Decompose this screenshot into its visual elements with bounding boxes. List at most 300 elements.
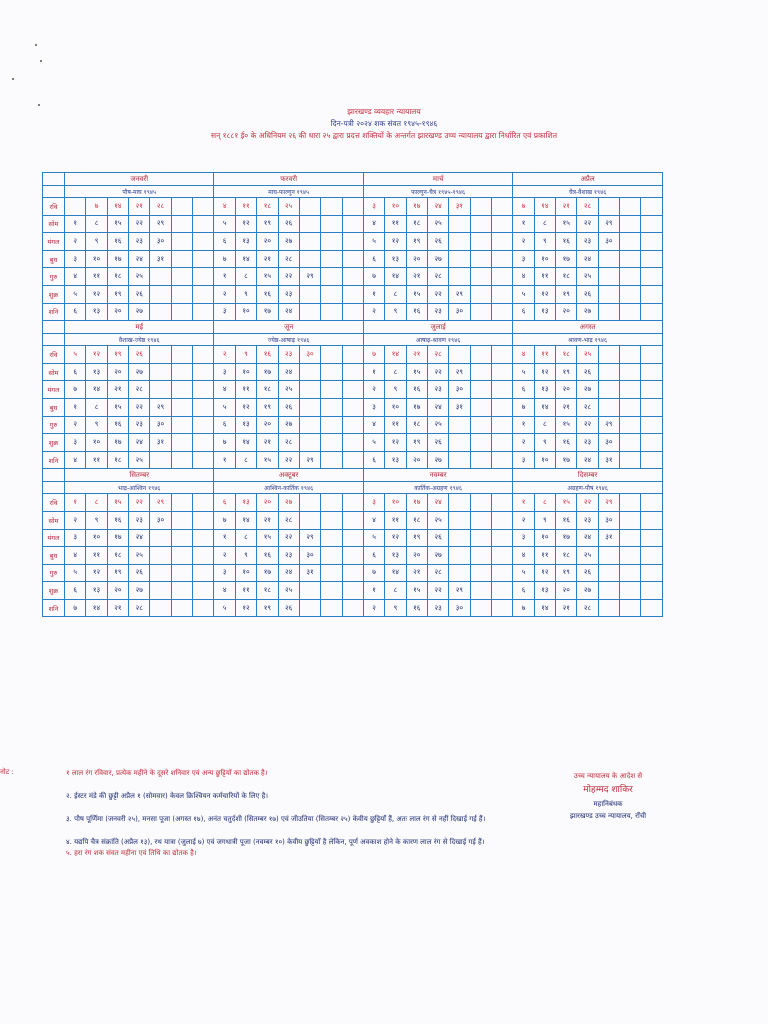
date-cell: [598, 250, 619, 268]
date-cell: [299, 434, 320, 452]
date-cell: २८: [150, 198, 171, 216]
date-cell: [171, 599, 192, 617]
date-cell: २६: [427, 233, 448, 251]
date-cell: [491, 416, 512, 434]
date-cell: [171, 398, 192, 416]
date-cell: [470, 582, 491, 600]
date-cell: १८: [556, 547, 577, 565]
date-cell: ४: [363, 511, 384, 529]
date-cell: २९: [150, 398, 171, 416]
date-cell: २९: [598, 215, 619, 233]
date-cell: २६: [129, 564, 150, 582]
date-cell: ३: [363, 398, 384, 416]
date-cell: [641, 363, 662, 381]
date-cell: [342, 494, 363, 512]
date-cell: [150, 564, 171, 582]
date-cell: [620, 416, 641, 434]
date-cell: [299, 398, 320, 416]
date-cell: १५: [556, 215, 577, 233]
date-cell: [171, 416, 192, 434]
date-cell: [620, 268, 641, 286]
date-cell: १४: [235, 250, 256, 268]
day-label: शुक्र: [43, 434, 65, 452]
date-cell: २२: [278, 451, 299, 469]
date-cell: [342, 268, 363, 286]
day-label: शुक्र: [43, 582, 65, 600]
date-cell: [171, 303, 192, 321]
date-cell: २८: [278, 434, 299, 452]
date-cell: [299, 215, 320, 233]
date-cell: २०: [406, 451, 427, 469]
date-cell: [620, 363, 641, 381]
date-cell: [299, 303, 320, 321]
date-cell: २७: [278, 416, 299, 434]
date-cell: ७: [214, 434, 235, 452]
date-cell: ५: [513, 363, 534, 381]
calendar-header: [0, 106, 768, 142]
date-cell: [449, 529, 470, 547]
date-cell: १५: [257, 529, 278, 547]
date-cell: १५: [257, 268, 278, 286]
date-cell: [65, 198, 86, 216]
date-cell: [321, 398, 342, 416]
date-cell: ७: [65, 599, 86, 617]
date-cell: ६: [363, 547, 384, 565]
date-cell: २२: [129, 398, 150, 416]
date-cell: १६: [257, 346, 278, 364]
date-cell: २१: [257, 250, 278, 268]
date-cell: [342, 582, 363, 600]
date-cell: १७: [107, 434, 128, 452]
date-cell: १६: [556, 233, 577, 251]
corner-cell: [43, 469, 65, 482]
date-cell: [620, 198, 641, 216]
date-cell: ४: [513, 346, 534, 364]
date-cell: ३१: [449, 398, 470, 416]
date-cell: ११: [235, 381, 256, 399]
date-cell: २२: [577, 494, 598, 512]
date-cell: [449, 268, 470, 286]
date-cell: १३: [86, 363, 107, 381]
date-cell: २९: [449, 582, 470, 600]
date-cell: ८: [86, 398, 107, 416]
date-cell: [491, 303, 512, 321]
date-cell: [470, 511, 491, 529]
date-cell: २७: [577, 303, 598, 321]
date-cell: २५: [278, 198, 299, 216]
date-cell: [491, 398, 512, 416]
date-cell: [342, 416, 363, 434]
date-cell: [449, 494, 470, 512]
date-cell: [321, 303, 342, 321]
date-cell: २४: [129, 529, 150, 547]
date-cell: [620, 303, 641, 321]
calendar-table: [42, 172, 663, 617]
date-cell: २०: [257, 494, 278, 512]
date-cell: १९: [556, 564, 577, 582]
date-cell: १८: [107, 268, 128, 286]
date-cell: १५: [406, 285, 427, 303]
date-cell: ४: [513, 547, 534, 565]
date-cell: १: [65, 494, 86, 512]
date-cell: [641, 529, 662, 547]
date-cell: [193, 547, 214, 565]
date-cell: २९: [449, 285, 470, 303]
date-cell: [193, 416, 214, 434]
date-cell: [470, 250, 491, 268]
date-cell: ६: [214, 233, 235, 251]
date-cell: २०: [107, 363, 128, 381]
date-cell: २२: [278, 268, 299, 286]
month-name: सितम्बर: [65, 469, 214, 482]
date-cell: १२: [86, 285, 107, 303]
date-cell: १०: [385, 198, 406, 216]
date-cell: [470, 215, 491, 233]
date-cell: २३: [427, 303, 448, 321]
date-cell: ८: [385, 582, 406, 600]
date-cell: ३: [513, 529, 534, 547]
speck: [40, 60, 42, 62]
date-cell: २३: [129, 511, 150, 529]
date-cell: [641, 285, 662, 303]
date-cell: २२: [577, 416, 598, 434]
date-cell: [620, 564, 641, 582]
date-cell: १: [363, 363, 384, 381]
date-cell: १३: [86, 303, 107, 321]
header-court-name: झारखण्ड व्यवहार न्यायालय: [347, 107, 421, 116]
date-cell: १३: [235, 416, 256, 434]
date-cell: ११: [534, 547, 555, 565]
date-cell: १५: [406, 363, 427, 381]
date-cell: २७: [427, 250, 448, 268]
month-name: मई: [65, 321, 214, 334]
date-cell: ६: [513, 381, 534, 399]
date-cell: ११: [86, 451, 107, 469]
date-cell: २: [363, 599, 384, 617]
date-cell: ९: [86, 511, 107, 529]
date-cell: [299, 285, 320, 303]
date-cell: [470, 398, 491, 416]
date-cell: [470, 494, 491, 512]
date-cell: २४: [427, 398, 448, 416]
date-cell: १९: [556, 285, 577, 303]
date-cell: १९: [257, 215, 278, 233]
date-cell: २२: [129, 494, 150, 512]
date-cell: ४: [513, 268, 534, 286]
day-label: शनि: [43, 303, 65, 321]
date-cell: [449, 233, 470, 251]
date-cell: १४: [235, 511, 256, 529]
date-cell: १: [214, 268, 235, 286]
saka-month-name: आश्विन-कार्तिक १९४६: [214, 482, 363, 494]
date-cell: [598, 381, 619, 399]
date-cell: १३: [235, 233, 256, 251]
date-cell: २१: [556, 198, 577, 216]
date-cell: ७: [214, 511, 235, 529]
date-cell: ९: [235, 346, 256, 364]
date-cell: [641, 511, 662, 529]
notes-label: नोट :: [0, 768, 14, 776]
date-cell: ३: [65, 250, 86, 268]
date-cell: १४: [534, 599, 555, 617]
date-cell: [193, 215, 214, 233]
date-cell: २५: [278, 582, 299, 600]
date-cell: [470, 434, 491, 452]
date-cell: २४: [278, 303, 299, 321]
date-cell: ३: [363, 198, 384, 216]
date-cell: ३१: [598, 451, 619, 469]
date-cell: २९: [598, 494, 619, 512]
date-cell: [620, 381, 641, 399]
date-cell: ९: [385, 381, 406, 399]
date-cell: २५: [278, 381, 299, 399]
saka-month-name: चैत्र-वैशाख १९४६: [513, 186, 663, 198]
date-cell: [620, 434, 641, 452]
date-cell: १: [65, 215, 86, 233]
date-cell: १७: [556, 250, 577, 268]
date-cell: [193, 285, 214, 303]
date-cell: २८: [577, 599, 598, 617]
date-cell: [641, 564, 662, 582]
date-cell: [641, 599, 662, 617]
date-cell: [171, 564, 192, 582]
date-cell: [193, 398, 214, 416]
date-cell: १८: [556, 346, 577, 364]
date-cell: [470, 268, 491, 286]
date-cell: [299, 599, 320, 617]
date-cell: १८: [406, 215, 427, 233]
date-cell: [470, 346, 491, 364]
note-item: ४. यद्यपि चैत्र संक्रांति (अप्रैल १३), रथ यात्रा (जुलाई ७) एवं जगधात्री पूजा (नवम्बर १०) केवीय छुट्टियाँ है लेकिन, पूर्ण अवकाश होने के कारण लाल रंग से दिखाई गई हैं।: [66, 838, 485, 846]
date-cell: [470, 451, 491, 469]
date-cell: ३१: [598, 529, 619, 547]
day-label: बुध: [43, 398, 65, 416]
date-cell: ३०: [449, 599, 470, 617]
date-cell: [620, 233, 641, 251]
month-name: अगस्त: [513, 321, 663, 334]
day-label: सोम: [43, 215, 65, 233]
day-label: मंगल: [43, 529, 65, 547]
date-cell: ५: [65, 564, 86, 582]
date-cell: १५: [107, 494, 128, 512]
note-item: ५. हरा रंग शक संवत महीना एवं तिथि का द्योतक है।: [66, 849, 197, 857]
date-cell: ३: [513, 451, 534, 469]
date-cell: [449, 547, 470, 565]
date-cell: १३: [534, 582, 555, 600]
date-cell: २५: [427, 416, 448, 434]
day-label: शनि: [43, 599, 65, 617]
date-cell: २७: [129, 582, 150, 600]
date-cell: २२: [278, 529, 299, 547]
date-cell: २४: [577, 250, 598, 268]
date-cell: [321, 416, 342, 434]
date-cell: [491, 599, 512, 617]
date-cell: [299, 363, 320, 381]
date-cell: ३०: [150, 511, 171, 529]
date-cell: १७: [257, 363, 278, 381]
date-cell: [321, 346, 342, 364]
date-cell: २९: [299, 451, 320, 469]
date-cell: [342, 529, 363, 547]
date-cell: [321, 494, 342, 512]
date-cell: १७: [107, 529, 128, 547]
date-cell: ७: [513, 198, 534, 216]
date-cell: १३: [385, 547, 406, 565]
date-cell: [193, 303, 214, 321]
date-cell: ३१: [150, 250, 171, 268]
date-cell: [193, 233, 214, 251]
date-cell: १२: [534, 564, 555, 582]
date-cell: १८: [107, 451, 128, 469]
date-cell: [641, 398, 662, 416]
date-cell: १९: [107, 346, 128, 364]
date-cell: ११: [235, 198, 256, 216]
date-cell: १३: [534, 303, 555, 321]
date-cell: ३०: [299, 547, 320, 565]
date-cell: [342, 233, 363, 251]
date-cell: ५: [214, 599, 235, 617]
signature-title: महानिबंधक: [593, 800, 623, 808]
date-cell: [641, 303, 662, 321]
date-cell: [171, 494, 192, 512]
date-cell: ३०: [449, 303, 470, 321]
date-cell: ५: [363, 434, 384, 452]
date-cell: २६: [129, 346, 150, 364]
date-cell: [620, 547, 641, 565]
date-cell: [449, 346, 470, 364]
date-cell: २: [214, 285, 235, 303]
date-cell: [491, 529, 512, 547]
date-cell: २४: [278, 564, 299, 582]
date-cell: ८: [235, 268, 256, 286]
date-cell: ३: [65, 434, 86, 452]
date-cell: ९: [385, 303, 406, 321]
date-cell: २७: [129, 303, 150, 321]
date-cell: [620, 451, 641, 469]
date-cell: २३: [129, 416, 150, 434]
day-label: बुध: [43, 250, 65, 268]
date-cell: [598, 599, 619, 617]
date-cell: २८: [129, 381, 150, 399]
day-label: सोम: [43, 363, 65, 381]
date-cell: [342, 547, 363, 565]
date-cell: २६: [278, 599, 299, 617]
date-cell: [342, 285, 363, 303]
date-cell: १७: [257, 564, 278, 582]
date-cell: [470, 303, 491, 321]
date-cell: ६: [363, 451, 384, 469]
day-label: सोम: [43, 511, 65, 529]
date-cell: [598, 346, 619, 364]
date-cell: १६: [406, 381, 427, 399]
date-cell: [598, 582, 619, 600]
date-cell: २५: [577, 547, 598, 565]
date-cell: १५: [107, 398, 128, 416]
date-cell: १०: [86, 434, 107, 452]
date-cell: ७: [513, 599, 534, 617]
date-cell: २४: [427, 198, 448, 216]
date-cell: ८: [235, 451, 256, 469]
date-cell: [470, 198, 491, 216]
date-cell: [342, 250, 363, 268]
date-cell: १५: [107, 215, 128, 233]
date-cell: [491, 198, 512, 216]
date-cell: [491, 547, 512, 565]
date-cell: [171, 434, 192, 452]
date-cell: [321, 599, 342, 617]
date-cell: [470, 363, 491, 381]
signature-office: झारखण्ड उच्च न्यायालय, राँची: [569, 812, 647, 820]
date-cell: [171, 547, 192, 565]
date-cell: [598, 198, 619, 216]
date-cell: [449, 564, 470, 582]
date-cell: २९: [150, 215, 171, 233]
date-cell: [641, 215, 662, 233]
date-cell: [193, 494, 214, 512]
date-cell: [321, 381, 342, 399]
date-cell: ३०: [598, 434, 619, 452]
date-cell: १०: [235, 363, 256, 381]
date-cell: १४: [534, 198, 555, 216]
date-cell: [641, 434, 662, 452]
date-cell: १६: [257, 285, 278, 303]
month-name: जून: [214, 321, 363, 334]
date-cell: ७: [513, 398, 534, 416]
saka-month-name: अग्रहण-पौष १९४६: [513, 482, 663, 494]
date-cell: [620, 346, 641, 364]
corner-cell: [43, 173, 65, 186]
date-cell: ६: [65, 303, 86, 321]
date-cell: [620, 529, 641, 547]
date-cell: ४: [65, 547, 86, 565]
date-cell: ११: [534, 346, 555, 364]
signature-order-line: उच्च न्यायालय के आदेश से: [573, 772, 643, 780]
date-cell: ९: [385, 599, 406, 617]
date-cell: १९: [556, 363, 577, 381]
date-cell: २७: [427, 451, 448, 469]
date-cell: [171, 529, 192, 547]
date-cell: ७: [363, 564, 384, 582]
date-cell: १२: [235, 599, 256, 617]
date-cell: २०: [406, 547, 427, 565]
date-cell: १६: [107, 233, 128, 251]
date-cell: [321, 451, 342, 469]
corner-cell: [43, 186, 65, 198]
date-cell: ६: [363, 250, 384, 268]
date-cell: २३: [427, 599, 448, 617]
date-cell: १२: [86, 346, 107, 364]
date-cell: ९: [534, 434, 555, 452]
date-cell: [193, 363, 214, 381]
date-cell: २०: [107, 582, 128, 600]
date-cell: [299, 381, 320, 399]
date-cell: १६: [107, 511, 128, 529]
date-cell: [641, 451, 662, 469]
date-cell: ३: [214, 303, 235, 321]
date-cell: २३: [577, 434, 598, 452]
date-cell: ४: [363, 215, 384, 233]
date-cell: २४: [577, 451, 598, 469]
date-cell: २०: [107, 303, 128, 321]
date-cell: [470, 381, 491, 399]
date-cell: १७: [406, 198, 427, 216]
date-cell: [193, 346, 214, 364]
date-cell: २८: [427, 564, 448, 582]
date-cell: [470, 599, 491, 617]
note-item: ३. पौष पूर्णिमा (जनवरी २५), मनसा पूजा (अगस्त १७), अनंत चतुर्दशी (सितम्बर १७) एवं जीउतिया (सितम्बर २५) केवीय छुट्टियाँ हैं, अतः लाल रंग से नहीं दिखाई गई हैं।: [66, 815, 486, 823]
date-cell: [150, 381, 171, 399]
date-cell: २१: [406, 564, 427, 582]
